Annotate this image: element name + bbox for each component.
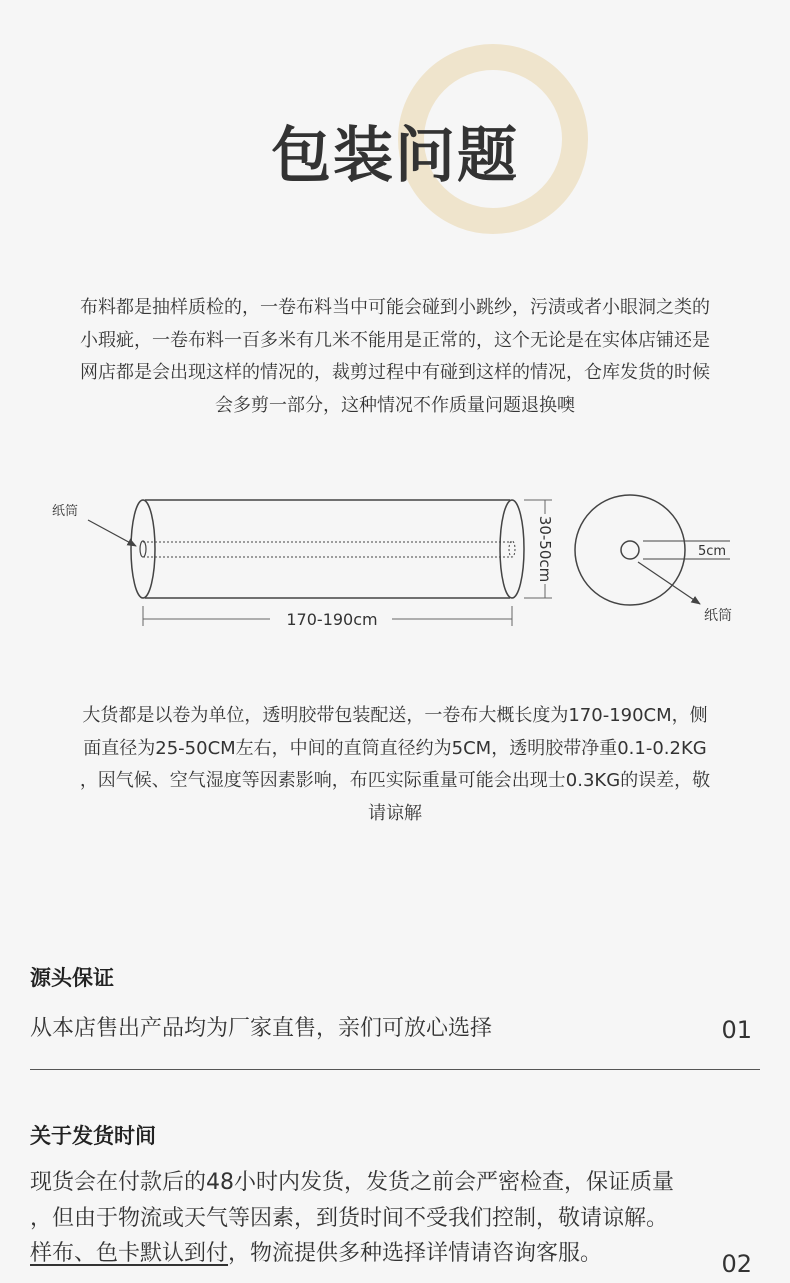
- shipping-notice-line: ，因气候、空气湿度等因素影响，布匹实际重量可能会出现士0.3KG的误差，敬: [79, 770, 711, 791]
- source-guarantee-title: 源头保证: [30, 966, 114, 990]
- quality-notice-line: 小瑕疵，一卷布料一百多米有几米不能用是正常的，这个无论是在实体店铺还是: [80, 329, 710, 351]
- quality-notice-line: 布料都是抽样质检的，一卷布料当中可能会碰到小跳纱，污渍或者小眼洞之类的: [80, 297, 710, 318]
- sample-policy-text: 样布、色卡默认到付: [30, 1241, 229, 1266]
- shipping-time-line: ，但由于物流或天气等因素，到货时间不受我们控制，敬请谅解。: [30, 1205, 669, 1231]
- tube-label-left: 纸筒: [52, 504, 79, 519]
- shipping-time-title: 关于发货时间: [30, 1124, 156, 1148]
- quality-notice-line: 会多剪一部分，这种情况不作质量问题退换噢: [215, 394, 575, 416]
- fabric-roll-side: [131, 500, 524, 598]
- quality-notice: [22, 292, 768, 422]
- tube-pointer-left: [88, 520, 136, 546]
- core-label: 5cm: [698, 544, 727, 559]
- page-title: 包装问题: [271, 121, 519, 191]
- section-divider: [30, 1069, 760, 1070]
- section-number: 02: [721, 1250, 752, 1278]
- source-guarantee-text: 从本店售出产品均为厂家直售，亲们可放心选择: [30, 1016, 493, 1041]
- roll-diagram: [0, 480, 790, 640]
- shipping-notice: [22, 700, 768, 830]
- shipping-notice-line: 大货都是以卷为单位，透明胶带包装配送，一卷布大概长度为170-190CM，侧: [82, 705, 708, 726]
- tube-label-right: 纸筒: [704, 608, 732, 624]
- shipping-time-line: [30, 1236, 765, 1272]
- shipping-time-line: 现货会在付款后的48小时内发货，发货之前会严密检查，保证质量: [30, 1170, 674, 1195]
- shipping-notice-line: 面直径为25-50CM左右，中间的直筒直径约为5CM，透明胶带净重0.1-0.2KG: [83, 737, 707, 759]
- shipping-notice-line: 请谅解: [368, 802, 422, 824]
- section-number: 01: [721, 1016, 752, 1044]
- tube-pointer-right: [638, 562, 700, 604]
- logistics-text: ，物流提供多种选择详情请咨询客服。: [228, 1241, 603, 1266]
- length-label: 170-190cm: [286, 610, 378, 629]
- quality-notice-line: 网店都是会出现这样的情况的，裁剪过程中有碰到这样的情况，仓库发货的时候: [80, 362, 710, 383]
- shipping-time-text: [30, 1165, 765, 1272]
- diameter-label: 30-50cm: [536, 515, 554, 583]
